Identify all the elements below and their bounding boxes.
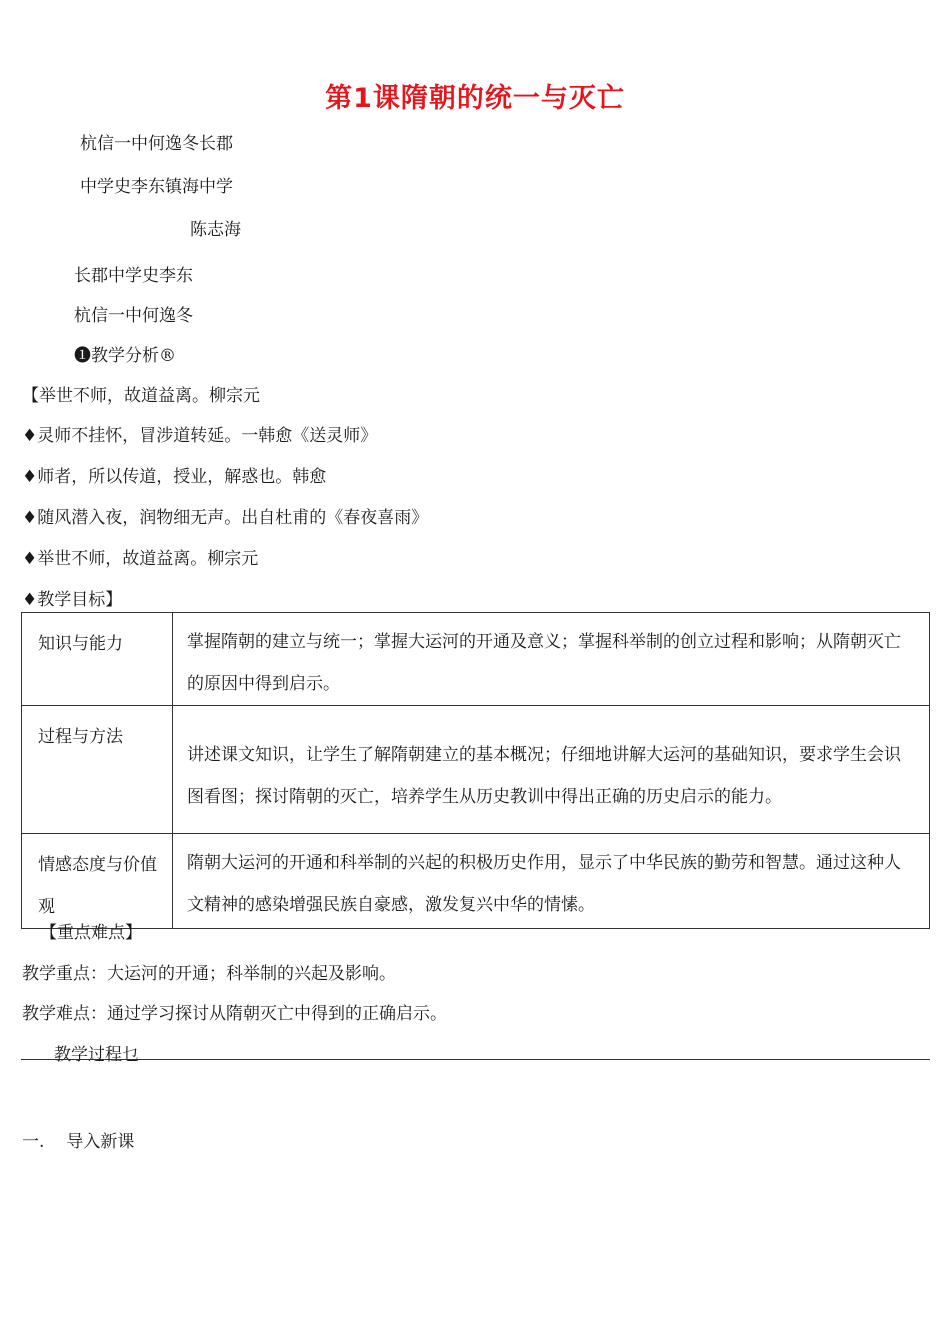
difficult-point <box>22 999 447 1024</box>
author-line: 杭信一中何逸冬 <box>74 306 193 326</box>
key-point-label: 教学重点： <box>22 964 107 984</box>
goal-text: 掌握隋朝的建立与统一；掌握大运河的开通及意义；掌握科举制的创立过程和影响；从隋朝灭亡的原因中得到启示。 <box>173 613 930 706</box>
goals-heading: ♦教学目标】 <box>22 590 123 610</box>
page-title: 第1课隋朝的统一与灭亡 <box>325 83 625 114</box>
section-one <box>22 1127 134 1152</box>
key-point-text: 大运河的开通；科举制的兴起及影响。 <box>107 964 396 984</box>
teaching-goals-table <box>21 612 930 929</box>
quote-line: ♦举世不师，故道益离。柳宗元 <box>22 549 259 569</box>
difficult-point-label: 教学难点： <box>22 1004 107 1024</box>
quote-line: ♦随风潜入夜，润物细无声。出自杜甫的《春夜喜雨》 <box>22 508 429 528</box>
difficult-point-text: 通过学习探讨从隋朝灭亡中得到的正确启示。 <box>107 1004 447 1024</box>
process-heading: 教学过程乜 <box>54 1045 139 1065</box>
author-line: 长郡中学史李东 <box>74 266 193 286</box>
table-row <box>22 706 930 834</box>
quote-line: ♦灵师不挂怀，冒涉道转延。一韩愈《送灵师》 <box>22 426 378 446</box>
goal-label: 过程与方法 <box>22 706 173 834</box>
goal-label: 情感态度与价值观 <box>22 834 173 929</box>
author-line: 陈志海 <box>190 220 241 240</box>
author-line: 中学史李东镇海中学 <box>80 177 233 197</box>
section-number: 一. <box>22 1132 45 1152</box>
goal-text: 讲述课文知识，让学生了解隋朝建立的基本概况；仔细地讲解大运河的基础知识，要求学生会识图看图；探讨隋朝的灭亡，培养学生从历史教训中得出正确的历史启示的能力。 <box>173 706 930 834</box>
key-point <box>22 959 396 984</box>
quote-line: 【举世不师，故道益离。柳宗元 <box>22 386 260 406</box>
key-points-heading: 【重点难点】 <box>40 923 142 943</box>
quote-line: ♦师者，所以传道，授业，解惑也。韩愈 <box>22 467 327 487</box>
section-title: 导入新课 <box>66 1132 135 1152</box>
section-divider <box>21 1059 930 1060</box>
author-line: 杭信一中何逸冬长郡 <box>80 134 233 154</box>
table-row <box>22 834 930 929</box>
goal-text: 隋朝大运河的开通和科举制的兴起的积极历史作用，显示了中华民族的勤劳和智慧。通过这种人文精神的感染增强民族自豪感，激发复兴中华的情愫。 <box>173 834 930 929</box>
goal-label: 知识与能力 <box>22 613 173 706</box>
analysis-heading: ❶教学分析® <box>74 346 176 366</box>
table-row <box>22 613 930 706</box>
